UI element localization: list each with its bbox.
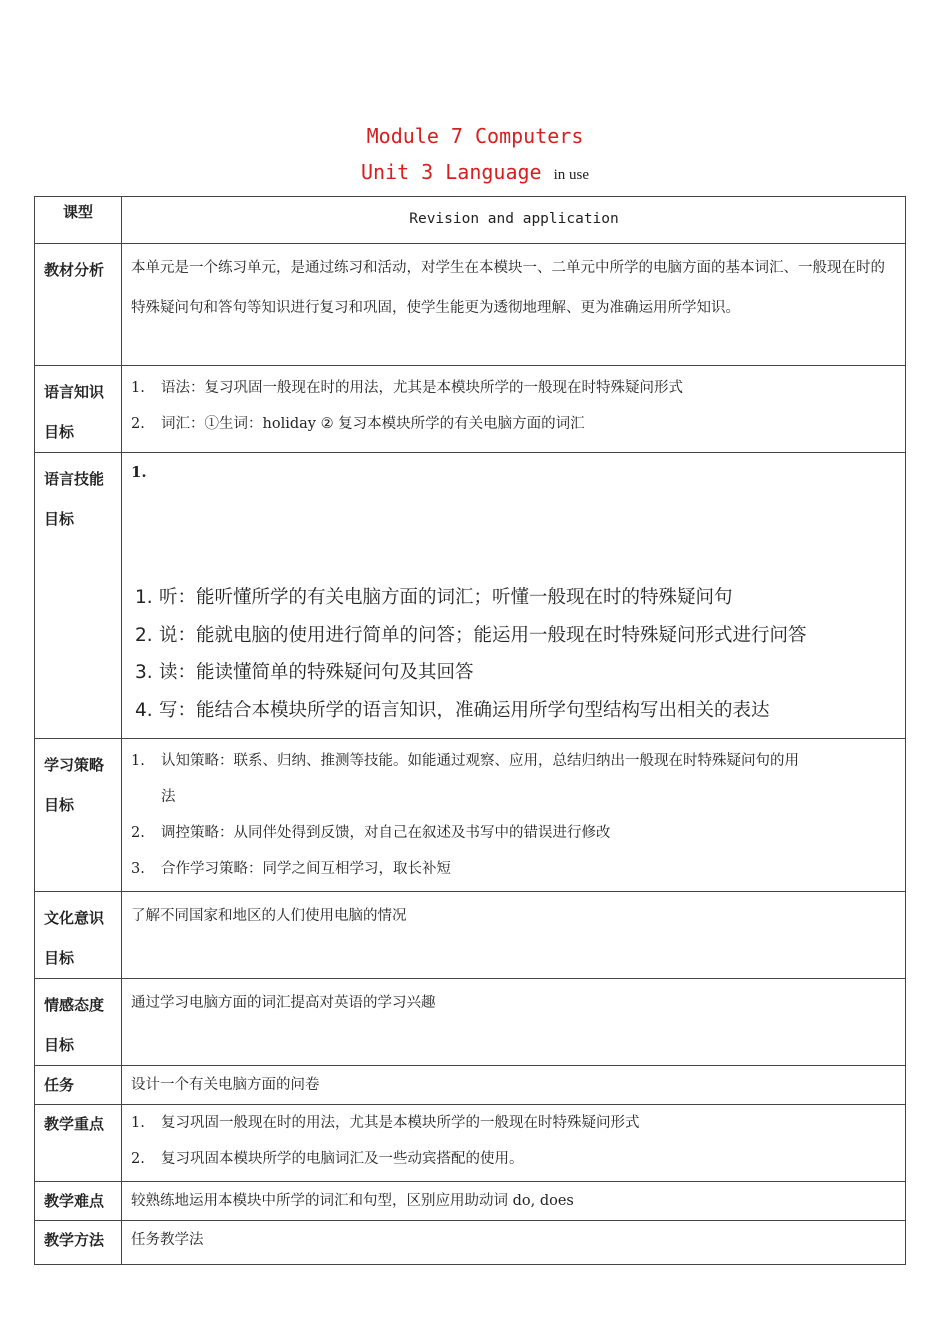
item-text: 复习巩固一般现在时的用法，尤其是本模块所学的一般现在时特殊疑问形式 — [161, 1115, 640, 1131]
teaching-method-text: 任务教学法 — [122, 1221, 906, 1265]
material-analysis-text: 本单元是一个练习单元，是通过练习和活动，对学生在本模块一、二单元中所学的电脑方面的基本词汇、一般现在时的特殊疑问句和答句等知识进行复习和巩固，使学生能更为透彻地理解、更为准确运用所学知识。 — [122, 244, 906, 366]
label-emotional-attitude — [35, 979, 122, 1066]
item-number: 2. — [131, 1151, 145, 1167]
list-item — [131, 654, 897, 692]
label-task: 任务 — [35, 1066, 122, 1105]
label-teaching-difficulty: 教学难点 — [35, 1182, 122, 1221]
item-text: 合作学习策略：同学之间互相学习，取长补短 — [161, 861, 451, 877]
list-item — [131, 692, 897, 730]
subtitle-main: Unit 3 Language — [360, 160, 542, 184]
row-task — [35, 1066, 906, 1105]
row-language-skills — [35, 453, 906, 739]
item-text: 词汇：①生词：holiday ② 复习本模块所学的有关电脑方面的词汇 — [161, 416, 585, 432]
label-language-knowledge — [35, 366, 122, 453]
item-text: 写：能结合本模块所学的语言知识，准确运用所学句型结构写出相关的表达 — [159, 699, 770, 721]
lesson-type-value: Revision and application — [122, 197, 906, 244]
cultural-awareness-text: 了解不同国家和地区的人们使用电脑的情况 — [122, 892, 906, 979]
row-teaching-focus — [35, 1105, 906, 1182]
item-number: 1. — [131, 380, 145, 396]
label-line-1: 学习策略 — [44, 756, 105, 774]
language-knowledge-content — [122, 366, 906, 453]
page-title: Module 7 Computers — [366, 124, 584, 148]
list-item — [131, 579, 897, 617]
item-number: 1. — [135, 587, 153, 608]
subtitle-small: in use — [553, 167, 590, 183]
item-number: 1. — [131, 1115, 145, 1131]
list-item — [131, 1105, 897, 1141]
label-line-2: 目标 — [44, 796, 75, 814]
item-number: 2. — [135, 624, 153, 646]
row-language-knowledge — [35, 366, 906, 453]
label-learning-strategy — [35, 739, 122, 892]
row-teaching-difficulty — [35, 1182, 906, 1221]
item-text: 说：能就电脑的使用进行简单的问答；能运用一般现在时特殊疑问形式进行问答 — [159, 624, 807, 646]
label-language-skills — [35, 453, 122, 739]
label-line-2: 目标 — [44, 423, 75, 441]
teaching-focus-content — [122, 1105, 906, 1182]
label-line-2: 目标 — [44, 510, 75, 528]
item-text: 读：能读懂简单的特殊疑问句及其回答 — [159, 662, 474, 683]
label-teaching-focus: 教学重点 — [35, 1105, 122, 1182]
item-text-continued: 法 — [161, 789, 176, 805]
label-line-2: 目标 — [44, 1036, 75, 1054]
row-cultural-awareness — [35, 892, 906, 979]
label-material-analysis: 教材分析 — [35, 244, 122, 366]
item-number: 4. — [135, 699, 153, 721]
label-cultural-awareness — [35, 892, 122, 979]
page-subtitle — [0, 160, 950, 184]
list-item — [131, 370, 897, 406]
label-line-2: 目标 — [44, 949, 75, 967]
task-text: 设计一个有关电脑方面的问卷 — [122, 1066, 906, 1105]
row-learning-strategy — [35, 739, 906, 892]
learning-strategy-content — [122, 739, 906, 892]
item-number: 3. — [131, 861, 145, 877]
list-item — [131, 406, 897, 442]
row-emotional-attitude — [35, 979, 906, 1066]
list-item — [131, 851, 897, 887]
label-line-1: 文化意识 — [44, 909, 105, 927]
label-line-1: 情感态度 — [44, 996, 105, 1014]
teaching-difficulty-text: 较熟练地运用本模块中所学的词汇和句型，区别应用助动词 do, does — [122, 1182, 906, 1221]
language-skills-content — [122, 453, 906, 739]
skills-list — [131, 579, 897, 729]
lesson-plan-table — [34, 196, 906, 1265]
item-text: 听：能听懂所学的有关电脑方面的词汇；听懂一般现在时的特殊疑问句 — [159, 587, 733, 608]
label-lesson-type: 课型 — [35, 197, 122, 244]
list-item — [131, 815, 897, 851]
list-item — [131, 1141, 897, 1177]
item-number: 1. — [131, 753, 145, 769]
item-text: 认知策略：联系、归纳、推测等技能。如能通过观察、应用，总结归纳出一般现在时特殊疑问句的用 — [161, 753, 799, 769]
row-teaching-method — [35, 1221, 906, 1265]
item-number: 2. — [131, 825, 145, 841]
label-line-1: 语言技能 — [44, 470, 105, 488]
list-item — [131, 617, 897, 655]
row-material-analysis — [35, 244, 906, 366]
item-number: 3. — [135, 662, 153, 683]
row-lesson-type — [35, 197, 906, 244]
list-item — [131, 743, 897, 779]
label-teaching-method: 教学方法 — [35, 1221, 122, 1265]
item-text: 调控策略：从同伴处得到反馈，对自己在叙述及书写中的错误进行修改 — [161, 825, 611, 841]
item-text: 复习巩固本模块所学的电脑词汇及一些动宾搭配的使用。 — [161, 1151, 524, 1167]
emotional-attitude-text: 通过学习电脑方面的词汇提高对英语的学习兴趣 — [122, 979, 906, 1066]
item-text: 语法：复习巩固一般现在时的用法，尤其是本模块所学的一般现在时特殊疑问形式 — [161, 380, 683, 396]
label-line-1: 语言知识 — [44, 383, 105, 401]
skills-heading-number: 1. — [131, 463, 147, 481]
item-number: 2. — [131, 416, 145, 432]
